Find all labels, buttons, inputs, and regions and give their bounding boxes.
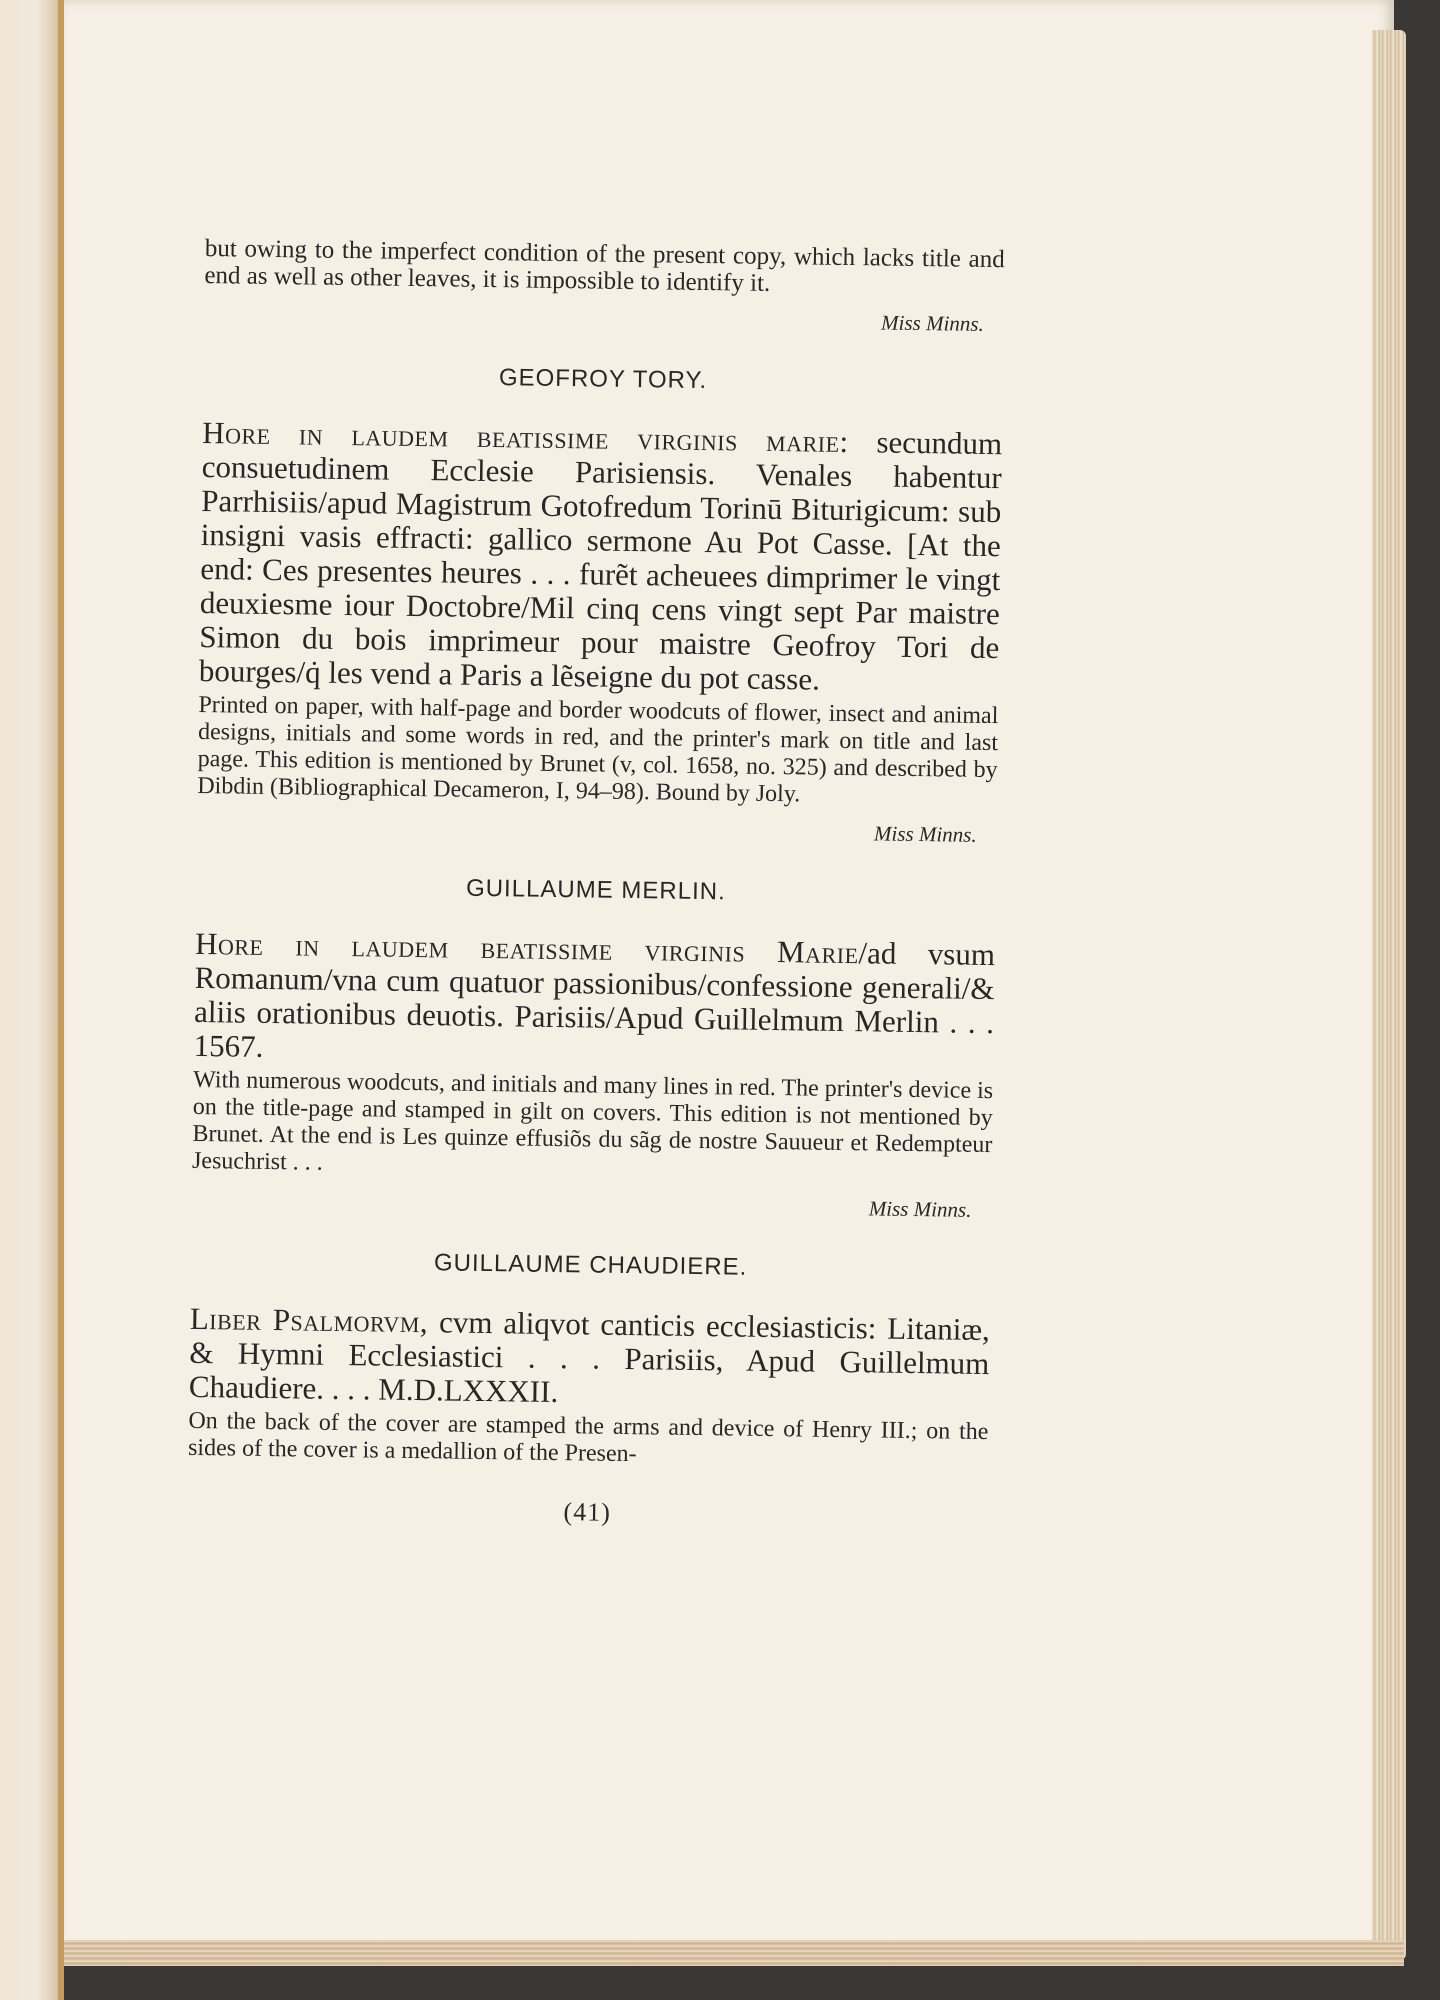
- entry-title-caps: Hore in laudem beatissime virginis marie:: [201, 414, 849, 460]
- entry-note: With numerous woodcuts, and initials and many lines in red. The printer's device is on the title-page and stamped in gilt on covers. This edition is not mentioned by Brunet. At the end is Les quinze effusiõs du sãg de nostre Sauueur et Redempteur Jesuchrist . . .: [191, 1066, 994, 1176]
- entry-title: [199, 416, 1003, 699]
- entry-title: [193, 927, 995, 1074]
- page-number: (41): [563, 1497, 612, 1527]
- entry-tory: [197, 360, 1004, 848]
- printer-heading: GEOFROY TORY.: [498, 364, 708, 395]
- entry-signature: Miss Minns.: [868, 1196, 972, 1222]
- intro-signature: Miss Minns.: [880, 310, 985, 336]
- left-page-edge: [0, 0, 62, 2000]
- entry-title-caps: Liber Psalmorvm,: [189, 1300, 429, 1340]
- printer-heading: GUILLAUME CHAUDIERE.: [433, 1249, 748, 1281]
- printer-heading: GUILLAUME MERLIN.: [465, 874, 726, 906]
- entry-merlin: [191, 871, 996, 1223]
- intro-paragraph: but owing to the imperfect condition of the present copy, which lacks title and end as well as other leaves, it is impossible to identify it.: [204, 235, 1005, 297]
- entry-note: Printed on paper, with half-page and border woodcuts of flower, insect and animal designs, initials and some words in red, and the printer's mark on title and last page. This edition is mentioned by Brunet (v, col. 1658, no. 325) and described by Dibdin (Bibliographical Decameron, I, 94–98). Bound by Joly.: [197, 691, 999, 808]
- page-edges-right: [1372, 30, 1406, 1960]
- page-text-block: [187, 235, 1005, 1533]
- entry-title-rest: cvm aliqvot canticis ecclesiasticis: Litaniæ, & Hymni Ecclesiastici . . . Parisiis, Apud Guillelmum Chaudiere. . . . M.D.LXXXII.: [188, 1304, 991, 1410]
- entry-title: [189, 1302, 990, 1415]
- entry-title-rest: secundum consuetudinem Ecclesie Parisiensis. Venales habentur Parrhisiis/apud Magistrum Gotofredum Torinū Biturigicum: sub insigni vasis effracti: gallico sermone Au Pot Casse. [At the end: Ces presentes heures . . . furẽt acheuees dimprimer le vingt deuxiesme iour Doctobre/Mil cinq cens vingt sept Par maistre Simon du bois imprimeur pour maistre Geofroy Tori de bourges/q̇ les vend a Paris a lẽseigne du pot casse.: [198, 424, 1003, 697]
- entry-signature: Miss Minns.: [873, 821, 977, 847]
- page-edges-bottom: [64, 1940, 1404, 1966]
- entry-chaudiere: [188, 1246, 991, 1473]
- entry-title-rest: /ad vsum Romanum/vna cum quatuor passionibus/confessione generali/& aliis orationibus deuotis. Parisiis/Apud Guillelmum Merlin . . . 1567.: [193, 935, 996, 1064]
- entry-note: On the back of the cover are stamped the arms and device of Henry III.; on the sides of the cover is a medallion of the Presen-: [187, 1407, 989, 1468]
- entry-title-caps: Hore in laudem beatissime virginis Marie: [194, 925, 859, 971]
